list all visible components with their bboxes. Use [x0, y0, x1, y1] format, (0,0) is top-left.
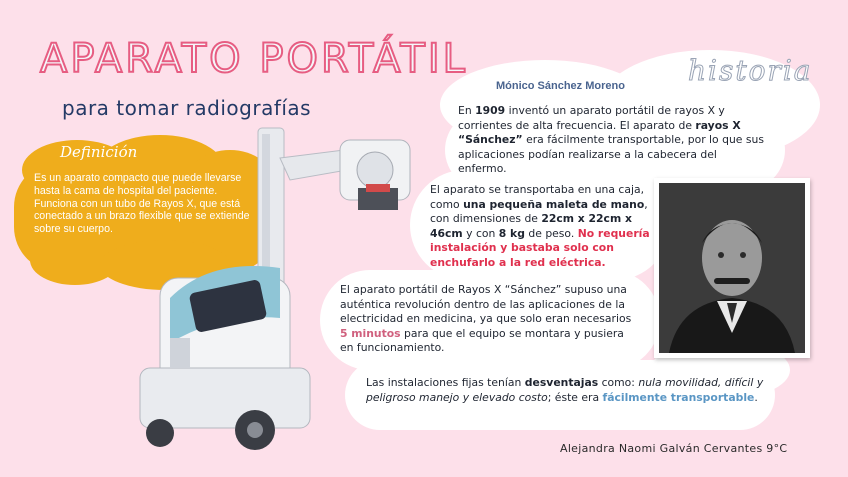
text-span: , con dimensiones de — [430, 197, 648, 225]
history-paragraph-1 — [458, 104, 768, 177]
bold-text: 8 kg — [498, 226, 525, 240]
page-subtitle: para tomar radiografías — [62, 96, 312, 120]
text-span: . — [754, 390, 758, 404]
history-label: historia — [688, 54, 813, 87]
definition-text: Es un aparato compacto que puede llevarse hasta la cama de hospital del paciente. Funciona con un tubo de Rayos X, que está conectado a un brazo flexible que se extiende sobre su cuerpo. — [34, 172, 250, 236]
text-span: como: — [598, 376, 639, 389]
history-paragraph-2 — [430, 183, 658, 270]
text-span: inventó un aparato portátil de rayos X y corrientes de alta frecuencia. El aparato de — [458, 104, 725, 132]
text-span: El aparato se transportaba en una caja, como — [430, 183, 645, 211]
definition-title: Definición — [60, 143, 138, 161]
highlight-text: 5 minutos — [340, 326, 401, 340]
author-signature: Alejandra Naomi Galván Cervantes 9°C — [560, 442, 788, 455]
page-title: APARATO PORTÁTIL — [40, 36, 468, 82]
portrait-illustration — [659, 183, 805, 353]
bold-text: rayos X — [695, 118, 741, 132]
text-span: El aparato portátil de Rayos X “Sánchez” supuso una auténtica revolución dentro de las aplicaciones de la electricidad en medicina, ya que solo eran necesarios — [340, 283, 632, 325]
bold-text: “Sánchez” — [458, 133, 523, 146]
text-span: En — [458, 104, 476, 117]
year-text: 1909 — [475, 104, 506, 117]
portrait-photo — [654, 178, 810, 358]
red-highlight-text: No requería instalación y bastaba solo con enchufarlo a la red eléctrica. — [430, 226, 650, 269]
text-span: de peso. — [524, 226, 578, 240]
author-name: Mónico Sánchez Moreno — [496, 80, 625, 92]
text-span: Las instalaciones fijas tenían — [366, 376, 525, 389]
text-span: era fácilmente transportable, por lo que sus aplicaciones podían realizarse a la cabecera del enfermo. — [458, 133, 764, 175]
history-paragraph-4 — [366, 376, 766, 405]
bold-text: una pequeña maleta de mano — [463, 197, 645, 211]
bold-text: 22cm x 22cm x 46cm — [430, 212, 632, 240]
history-paragraph-3 — [340, 283, 640, 356]
blue-highlight-text: fácilmente transportable — [602, 390, 755, 404]
text-span: ; éste era — [547, 390, 603, 404]
text-span: y con — [462, 226, 499, 240]
italic-text: nula movilidad, difícil y peligroso manejo y elevado costo — [366, 376, 764, 404]
text-span: para que el equipo se montara y pusiera en funcionamiento. — [340, 326, 624, 354]
bold-text: desventajas — [524, 376, 599, 389]
